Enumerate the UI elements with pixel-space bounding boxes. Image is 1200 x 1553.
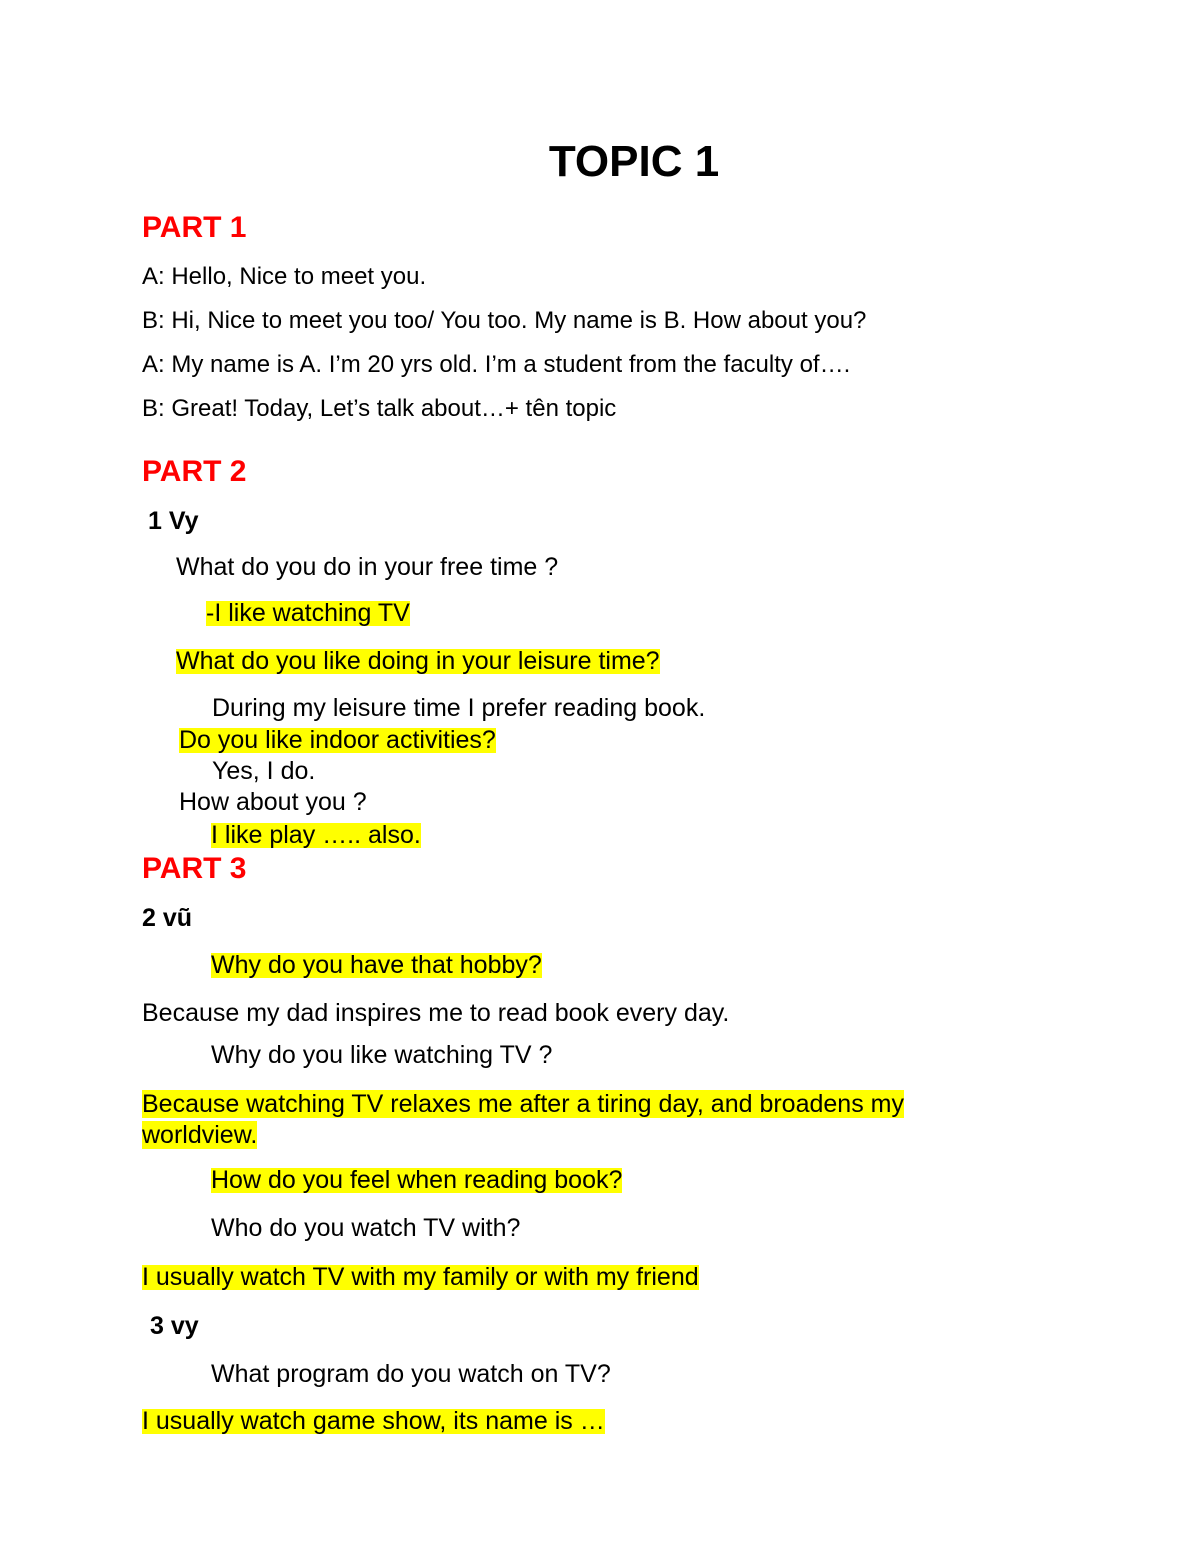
part-3-line: Who do you watch TV with? (211, 1214, 521, 1242)
page-title: TOPIC 1 (548, 137, 720, 186)
part-2-line: Yes, I do. (212, 757, 316, 785)
part-1-line: B: Great! Today, Let’s talk about…+ tên topic (142, 395, 617, 422)
part-2-line: How about you ? (179, 788, 367, 816)
part-1-heading: PART 1 (142, 211, 247, 244)
part-1-line: A: My name is A. I’m 20 yrs old. I’m a student from the faculty of…. (142, 351, 851, 378)
part-2-line-highlighted: I like play ….. also. (211, 821, 421, 849)
part-1-line: A: Hello, Nice to meet you. (142, 263, 427, 290)
part-3-line: Because my dad inspires me to read book every day. (142, 999, 730, 1027)
part-2-line-highlighted: Do you like indoor activities? (179, 726, 496, 754)
part-3-line-highlighted: Why do you have that hobby? (211, 951, 542, 979)
part-1-line: B: Hi, Nice to meet you too/ You too. My name is B. How about you? (142, 307, 867, 334)
part-2-heading: PART 2 (142, 455, 247, 488)
part-2-line: What do you do in your free time ? (176, 553, 559, 581)
part-3-line-highlighted: I usually watch TV with my family or with my friend (142, 1263, 699, 1291)
part-3-line: Why do you like watching TV ? (211, 1041, 553, 1069)
highlighted-text: Because watching TV relaxes me after a tiring day, and broadens my worldview. (142, 1090, 904, 1149)
part-3-speaker: 3 vy (150, 1312, 199, 1340)
part-2-speaker: 1 Vy (148, 507, 199, 535)
part-3-line: What program do you watch on TV? (211, 1360, 611, 1388)
part-3-line-highlighted: I usually watch game show, its name is … (142, 1407, 605, 1435)
part-3-line-highlighted: How do you feel when reading book? (211, 1166, 623, 1194)
part-3-heading: PART 3 (142, 852, 247, 885)
part-2-line-highlighted: What do you like doing in your leisure time? (176, 647, 660, 675)
part-3-speaker: 2 vũ (142, 904, 193, 932)
part-2-line-highlighted: -I like watching TV (206, 599, 410, 627)
part-2-line: During my leisure time I prefer reading book. (212, 694, 706, 722)
part-3-paragraph-highlighted (142, 1089, 992, 1151)
